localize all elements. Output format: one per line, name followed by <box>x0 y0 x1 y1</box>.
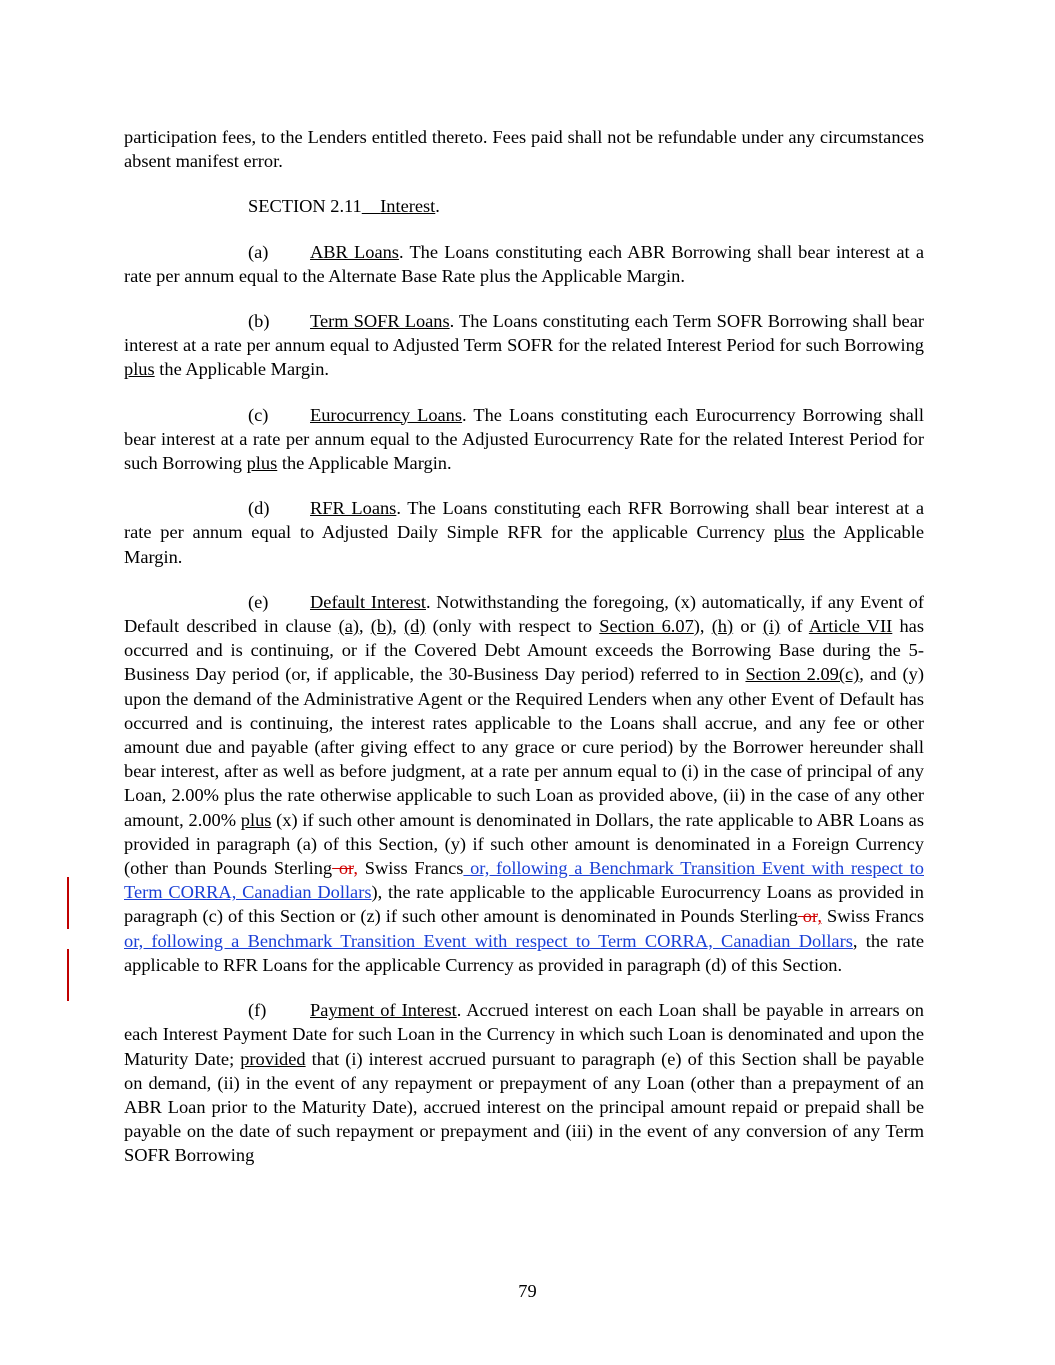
clause-text: or <box>733 616 763 637</box>
clause-title-payment-of-interest: Payment of Interest <box>310 1000 457 1021</box>
clause-ref-i: (i) <box>762 616 781 637</box>
clause-label: (b) <box>248 311 270 332</box>
clause-text: . The Loans constituting each Term SOFR Borrowing shall bear interest at a rate per annum equal to Adjusted Term SOFR for the related Interest Period for such Borrowing <box>124 311 924 356</box>
paragraph-text: participation fees, to the Lenders entitled thereto. Fees paid shall not be refundable under any circumstances absent manifest error. <box>124 127 924 172</box>
clause-text: the Applicable Margin. <box>277 453 452 474</box>
plus-term: plus <box>246 453 278 474</box>
paragraph-d <box>124 496 924 569</box>
clause-text: that (i) interest accrued pursuant to paragraph (e) of this Section shall be payable on demand, (ii) in the event of any repayment or prepayment of any Loan (other than a prepayment of an ABR Loan prior to the Maturity Date), accrued interest on the principal amount repaid or prepaid shall be payable on the date of such repayment or prepayment and (iii) in the event of any conversion of any Term SOFR Borrowing <box>124 1048 924 1166</box>
clause-title-rfr-loans: RFR Loans <box>310 498 397 519</box>
clause-text: Swiss Francs <box>358 858 464 879</box>
document-body <box>124 125 924 1189</box>
clause-text: . Notwithstanding the foregoing, (x) automatically, if any Event of Default described in clause <box>124 591 924 637</box>
paragraph-f <box>124 998 924 1167</box>
plus-term: plus <box>124 359 155 380</box>
clause-title-abr-loans: ABR Loans <box>310 241 399 262</box>
clause-text: Swiss Francs <box>822 906 924 927</box>
clause-title-term-sofr-loans: Term SOFR Loans <box>310 311 450 332</box>
clause-title-eurocurrency-loans: Eurocurrency Loans <box>310 404 463 425</box>
section-period: . <box>435 196 440 217</box>
section-ref-6-07: Section 6.07 <box>599 616 694 637</box>
clause-text: has occurred and is continuing, or if the Covered Debt Amount exceeds the Borrowing Base during the 5-Business Day period (or, if applicable, the 30-Business Day period) referred to in <box>124 616 924 685</box>
paragraph-b <box>124 309 924 382</box>
section-heading <box>248 194 924 218</box>
inserted-punct: , <box>353 858 359 879</box>
section-ref-2-09c: Section 2.09(c) <box>745 664 860 685</box>
change-bar-2 <box>67 949 69 1001</box>
inserted-text: or, following a Benchmark Transition Event with respect to Term CORRA, Canadian Dollars <box>124 930 853 951</box>
clause-text: . The Loans constituting each Eurocurrency Borrowing shall bear interest at a rate per annum equal to the Adjusted Eurocurrency Rate for the related Interest Period for such Borrowing <box>124 404 924 474</box>
clause-label: (c) <box>248 404 269 425</box>
page-number: 79 <box>518 1281 537 1301</box>
deleted-text: or <box>797 906 818 927</box>
clause-title-default-interest: Default Interest <box>310 591 426 612</box>
separator: , <box>359 616 371 637</box>
paragraph-c <box>124 403 924 476</box>
plus-term: plus <box>240 809 272 830</box>
clause-text: the Applicable Margin. <box>154 359 330 380</box>
section-number: SECTION 2.11 <box>248 196 362 217</box>
clause-ref-d: (d) <box>404 616 426 637</box>
article-ref-vii: Article VII <box>808 616 893 637</box>
clause-ref-h: (h) <box>711 616 734 637</box>
deleted-text: or <box>332 858 354 879</box>
separator: , <box>392 616 405 637</box>
clause-ref-a: (a) <box>338 616 359 637</box>
clause-text: . The Loans constituting each ABR Borrowing shall bear interest at a rate per annum equal to the Alternate Base Rate plus the Applicable Margin. <box>124 241 924 286</box>
clause-text: . The Loans constituting each RFR Borrowing shall bear interest at a rate per annum equal to Adjusted Daily Simple RFR for the applicable Currency <box>124 498 924 543</box>
paragraph-fees <box>124 125 924 173</box>
paragraph-e <box>124 590 924 977</box>
clause-text: ), <box>693 616 712 637</box>
plus-term: plus <box>773 522 805 543</box>
clause-label: (a) <box>248 241 269 262</box>
clause-text: the Applicable Margin. <box>124 522 924 567</box>
clause-label: (d) <box>248 498 270 519</box>
clause-ref-b: (b) <box>370 616 393 637</box>
clause-label: (f) <box>248 1000 267 1021</box>
clause-text: ), the rate applicable to the applicable Eurocurrency Loans as provided in paragraph (c) of this Section or (z) if such other amount is denominated in Pounds Sterling <box>124 882 924 927</box>
clause-text: of <box>780 616 809 637</box>
clause-text: (only with respect to <box>425 616 600 637</box>
inserted-text: or, following a Benchmark Transition Event with respect to Term CORRA, Canadian Dollars <box>124 858 924 903</box>
clause-text: (x) if such other amount is denominated in Dollars, the rate applicable to ABR Loans as provided in paragraph (a) of this Section, (y) if such other amount is denominated in a Foreign Currency (other than Pounds Sterling <box>124 809 924 879</box>
paragraph-a <box>124 240 924 288</box>
inserted-punct: , <box>817 906 822 927</box>
clause-text: , and (y) upon the demand of the Administrative Agent or the Required Lenders when any other Event of Default has occurred and is continuing, the interest rates applicable to the Loans shall accrue, and any fee or other amount due and payable (after giving effect to any grace or cure period) by the Borrower hereunder shall bear interest, after as well as before judgment, at a rate per annum equal to (i) in the case of principal of any Loan, 2.00% plus the rate otherwise applicable to such Loan as provided above, (ii) in the case of any other amount, 2.00% <box>124 664 924 830</box>
clause-text: , the rate applicable to RFR Loans for the applicable Currency as provided in paragraph (d) of this Section. <box>124 930 925 975</box>
section-title: Interest <box>380 196 436 217</box>
change-bar-1 <box>67 877 69 929</box>
provided-term: provided <box>240 1048 306 1069</box>
clause-label: (e) <box>248 591 269 612</box>
clause-text: . Accrued interest on each Loan shall be payable in arrears on each Interest Payment Date for such Loan in the Currency in which such Loan is denominated and upon the Maturity Date; <box>124 1000 924 1069</box>
